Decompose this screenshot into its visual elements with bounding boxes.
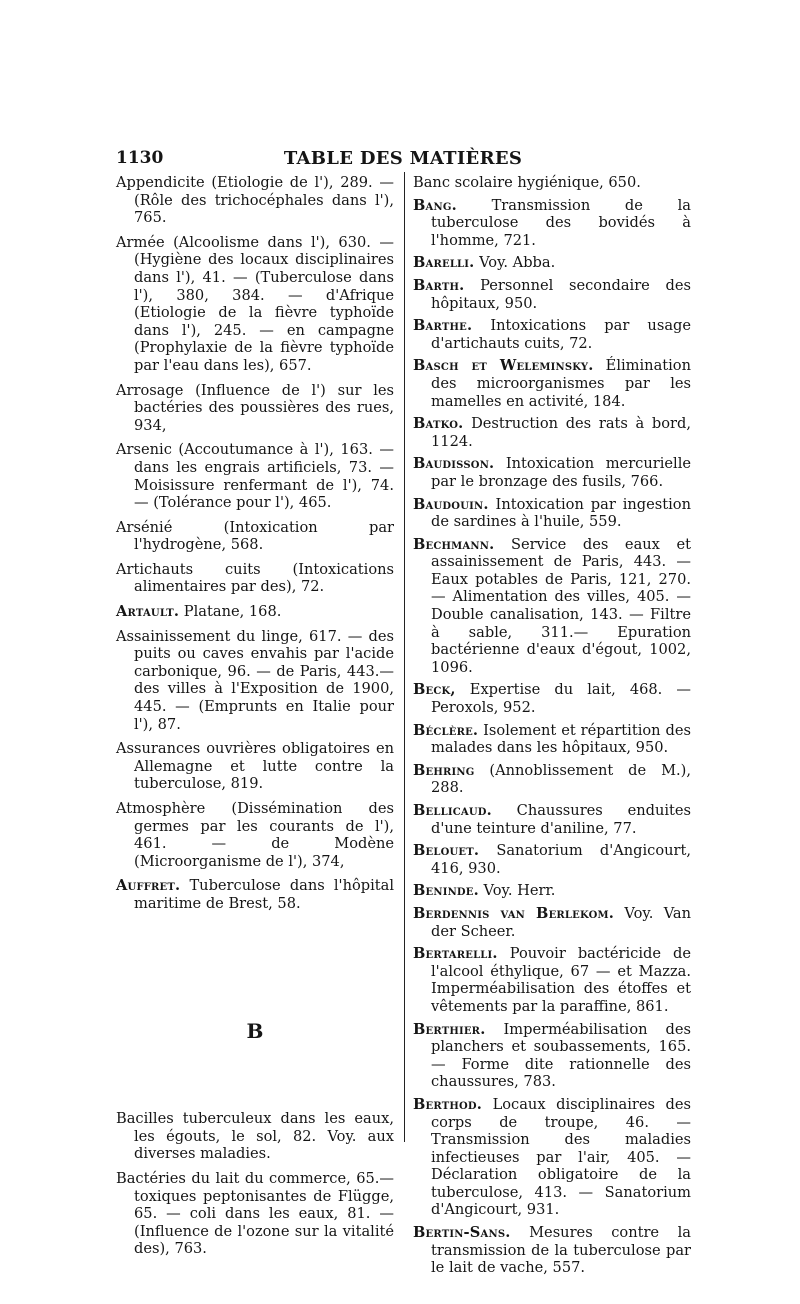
index-entry-author <box>413 197 691 250</box>
author-name: Berthod. <box>413 1095 483 1113</box>
index-entry: Appendicite (Etiologie de l'), 289. — (Rôle des trichocéphales dans l'), 765. <box>116 174 394 227</box>
entry-text: Voy. Abba. <box>474 254 556 272</box>
entry-text: Élimination des microorganismes par les mamelles en activité, 184. <box>431 357 691 410</box>
index-entry: Atmosphère (Dissémination des germes par les courants de l'), 461. — de Modène (Microorganisme de l'), 374, <box>116 800 394 870</box>
index-entry: Armée (Alcoolisme dans l'), 630. — (Hygiène des locaux disciplinaires dans l'), 41. — (Tuberculose dans l'), 380, 384. — d'Afrique (Etiologie de la fièvre typhoïde dans l'), 245. — en campagne (Prophylaxie de la fièvre typhoïde par l'eau dans les), 657. <box>116 233 394 374</box>
index-entry: Bactéries du lait du commerce, 65.— toxiques peptonisantes de Flügge, 65. — coli dans les eaux, 81. — (Influence de l'ozone sur la vitalité des), 763. <box>116 1169 394 1258</box>
author-name: Artault. <box>116 603 180 621</box>
author-name: Beninde. <box>413 882 479 900</box>
index-entry-author <box>413 842 691 877</box>
entry-text: Imperméabilisation des planchers et soubassements, 165.— Forme dite rationnelle des chaussures, 783. <box>431 1020 691 1091</box>
index-entry-author <box>413 277 691 312</box>
index-entry-author <box>116 603 394 621</box>
entry-text: Expertise du lait, 468. — Peroxols, 952. <box>431 681 691 717</box>
author-name: Belouet. <box>413 842 480 860</box>
index-entry-author <box>116 877 394 912</box>
column-divider <box>404 172 405 1142</box>
index-entry-author <box>413 317 691 352</box>
entry-text: Intoxication par ingestion de sardines à l'huile, 559. <box>431 495 691 531</box>
index-entry: Bacilles tuberculeux dans les eaux, les égouts, le sol, 82. Voy. aux diverses maladies. <box>116 1110 394 1163</box>
entry-text: Sanatorium d'Angicourt, 416, 930. <box>431 842 691 877</box>
author-name: Bertin-Sans. <box>413 1224 511 1242</box>
author-name: Berdennis van Berlekom. <box>413 904 615 922</box>
index-entry-author <box>413 496 691 531</box>
index-entry-author <box>413 1021 691 1091</box>
author-name: Baudisson. <box>413 455 495 473</box>
entry-text: Intoxications par usage d'artichauts cuits, 72. <box>431 317 691 352</box>
entry-text: Destruction des rats à bord, 1124. <box>431 415 691 450</box>
author-name: Behring <box>413 761 475 779</box>
entry-text: Intoxication mercurielle par le bronzage des fusils, 766. <box>431 455 691 490</box>
index-entry-author <box>413 415 691 450</box>
author-name: Baudouin. <box>413 495 489 513</box>
entry-text: Locaux disciplinaires des corps de troupe, 46. — Transmission des maladies infectieuses par l'air, 405. — Déclaration obligatoire de la tuberculose, 413. — Sanatorium d'Angicourt, 931. <box>431 1095 691 1219</box>
entry-text: Voy. Van der Scheer. <box>431 904 691 940</box>
right-column <box>413 174 691 1282</box>
index-entry: Arsénié (Intoxication par l'hydrogène, 568. <box>116 518 394 554</box>
index-entry: Arrosage (Influence de l') sur les bactéries des poussières des rues, 934, <box>116 381 394 434</box>
index-entry: Assainissement du linge, 617. — des puits ou caves envahis par l'acide carbonique, 96. — de Paris, 443.— des villes à l'Exposition de 1900, 445. — (Emprunts en Italie pour l'), 87. <box>116 627 394 733</box>
entry-text: Transmission de la tuberculose des bovidés à l'homme, 721. <box>431 196 691 249</box>
index-entry: Artichauts cuits (Intoxications alimentaires par des), 72. <box>116 560 394 596</box>
index-entry: Assurances ouvrières obligatoires en Allemagne et lutte contre la tuberculose, 819. <box>116 740 394 793</box>
index-entry-author <box>413 762 691 797</box>
index-entry-author <box>413 1096 691 1219</box>
author-name: Bechmann. <box>413 535 495 553</box>
author-name: Bellicaud. <box>413 802 492 819</box>
author-name: Auffret. <box>116 877 181 895</box>
entry-text: Voy. Herr. <box>478 882 556 900</box>
author-name: Barthe. <box>413 317 473 335</box>
index-entry-author <box>413 681 691 716</box>
author-name: Barth. <box>413 276 465 294</box>
index-entry: Arsenic (Accoutumance à l'), 163. — dans les engrais artificiels, 73. — Moisissure renfermant de l'), 74. — (Tolérance pour l'), 465. <box>116 441 394 512</box>
author-name: Bang. <box>413 196 457 214</box>
entry-text: (Annoblissement de M.), 288. <box>431 761 691 797</box>
entry-text: Platane, 168. <box>179 603 282 621</box>
index-entry-author <box>413 536 691 677</box>
entry-text: Isolement et répartition des malades dans les hôpitaux, 950. <box>431 721 691 757</box>
author-name: Berthier. <box>413 1020 486 1038</box>
index-entry-author <box>413 802 691 837</box>
entry-text: Chaussures enduites d'une teinture d'aniline, 77. <box>431 802 691 837</box>
index-entry-author <box>413 357 691 410</box>
entry-text: Service des eaux et assainissement de Paris, 443. — Eaux potables de Paris, 121, 270. — Alimentation des villes, 405. — Double canalisation, 143. — Filtre à sable, 311.— Epuration bactérienne d'eaux d'égout, 1002, 1096. <box>431 535 691 676</box>
index-entry-author <box>413 1224 691 1277</box>
author-name: Bertarelli. <box>413 945 498 963</box>
index-entry-author <box>413 722 691 757</box>
section-letter: B <box>246 1018 264 1043</box>
entry-text: Mesures contre la transmission de la tuberculose par le lait de vache, 557. <box>431 1224 691 1277</box>
index-entry-author <box>413 174 691 192</box>
author-name: Batko. <box>413 415 464 433</box>
index-entry-author <box>413 254 691 272</box>
index-entry-author <box>413 882 691 900</box>
running-title: TABLE DES MATIÈRES <box>283 148 523 169</box>
entry-text: Tuberculose dans l'hôpital maritime de Brest, 58. <box>134 877 394 912</box>
entry-text: Personnel secondaire des hôpitaux, 950. <box>431 276 691 312</box>
left-column <box>116 174 394 1265</box>
index-entry-author <box>413 905 691 940</box>
author-name: Barelli. <box>413 254 475 272</box>
page-number: 1130 <box>116 148 164 168</box>
author-name: Basch et Weleminsky. <box>413 357 594 375</box>
author-name: Beck, <box>413 681 456 699</box>
entry-text: Pouvoir bactéricide de l'alcool éthylique, 67 — et Mazza. Imperméabilisation des étoffes et vêtements par la paraffine, 861. <box>431 945 691 1015</box>
index-entry-author <box>413 945 691 1015</box>
index-entry-author <box>413 455 691 490</box>
page-header <box>116 148 690 172</box>
author-name: Béclère. <box>413 721 479 739</box>
entry-text: Banc scolaire hygiénique, 650. <box>413 174 641 191</box>
